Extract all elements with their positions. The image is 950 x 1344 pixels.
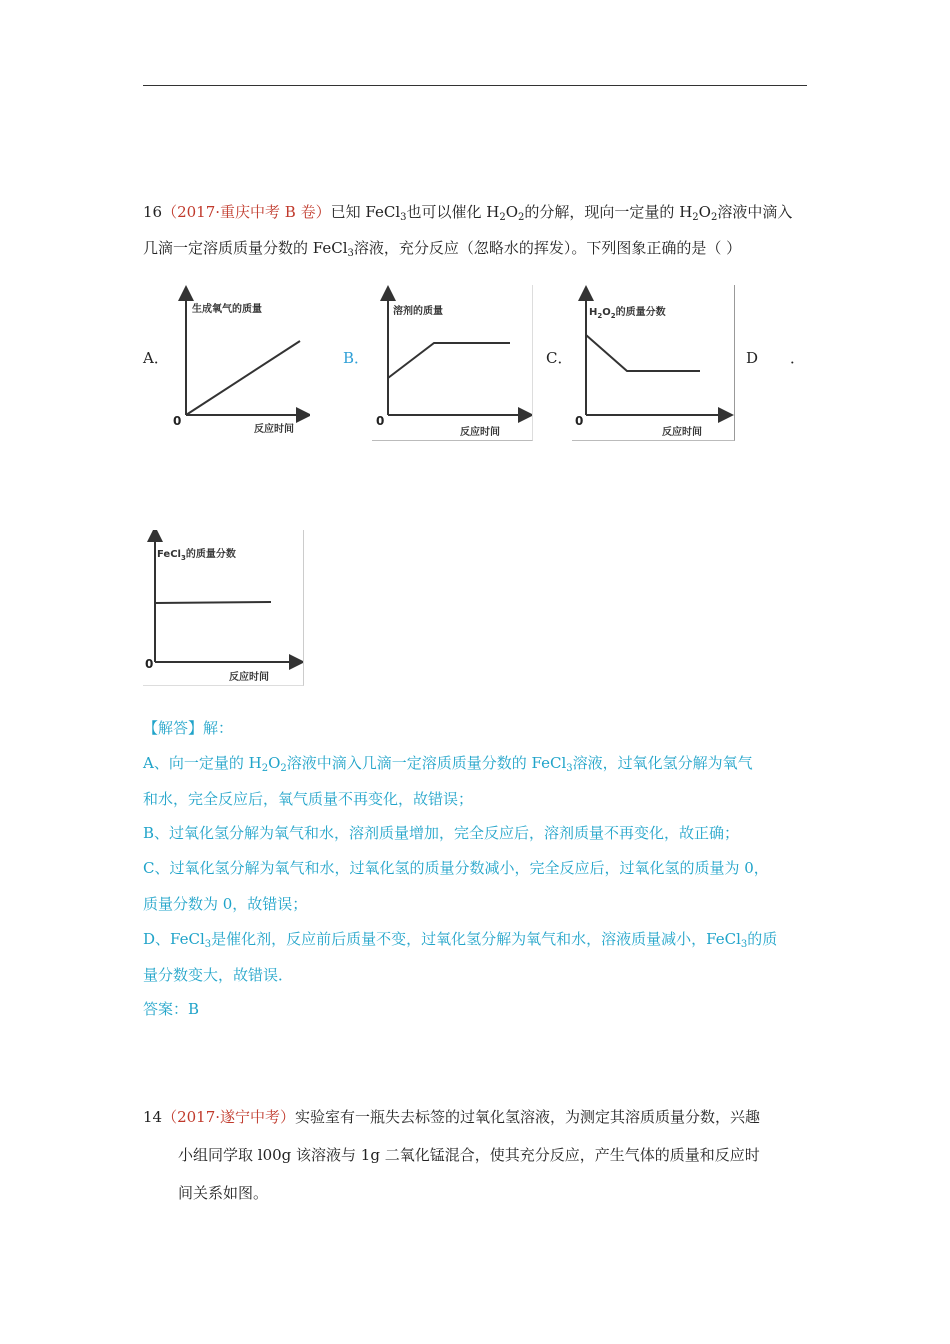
graph-a xyxy=(170,285,310,440)
q14-line-1: 14（2017·遂宁中考）实验室有一瓶失去标签的过氧化氢溶液，为测定其溶质质量分数，兴趣 xyxy=(143,1108,761,1126)
graph-c-curve xyxy=(586,335,700,371)
graph-a-ylabel: 生成氧气的质量 xyxy=(192,304,262,315)
graph-b-xlabel: 反应时间 xyxy=(460,427,500,438)
q16-source: （2017·重庆中考 B 卷） xyxy=(162,203,331,221)
q16-line-2: 几滴一定溶质质量分数的 FeCl$_3$溶液，充分反应（忽略水的挥发）。下列图象正确的是（ ） xyxy=(143,239,742,259)
graph-c-xlabel: 反应时间 xyxy=(662,427,702,438)
option-a-label: A． xyxy=(143,349,169,367)
graph-d xyxy=(143,530,304,686)
q14-number: 14 xyxy=(143,1108,163,1126)
option-d-dot: ． xyxy=(790,349,806,367)
solution-d-line-2: 量分数变大，故错误． xyxy=(143,966,294,984)
graph-d-xlabel: 反应时间 xyxy=(229,672,269,683)
solution-answer: 答案：B xyxy=(143,1000,200,1018)
graph-b-curve xyxy=(388,343,510,378)
graph-c-ylabel: $H_2O_2$的质量分数 xyxy=(589,307,666,320)
solution-b-line: B、过氧化氢分解为氧气和水，溶剂质量增加，完全反应后，溶剂质量不再变化，故正确； xyxy=(143,824,740,842)
graph-b xyxy=(372,285,533,441)
solution-a-line-2: 和水，完全反应后，氧气质量不再变化，故错误； xyxy=(143,790,474,808)
solution-header: 【解答】解： xyxy=(143,719,234,737)
solution-a-line-1: A、向一定量的 $H_2O_2$溶液中滴入几滴一定溶质质量分数的 FeCl$_3$溶液，过氧化氢分解为氧气 xyxy=(143,754,753,774)
graph-b-ylabel: 溶剂的质量 xyxy=(393,306,443,317)
graph-d-curve xyxy=(155,602,271,603)
q14-line-2: 小组同学取 l00g 该溶液与 1g 二氧化锰混合，使其充分反应，产生气体的质量和反应时 xyxy=(178,1146,760,1164)
q14-source: （2017·遂宁中考） xyxy=(162,1108,296,1126)
solution-c-line-2: 质量分数为 0，故错误； xyxy=(143,895,308,913)
solution-c-line-1: C、过氧化氢分解为氧气和水，过氧化氢的质量分数减小，完全反应后，过氧化氢的质量为 0， xyxy=(143,859,769,877)
q14-line-3: 间关系如图。 xyxy=(178,1184,269,1202)
header-rule xyxy=(143,85,807,86)
q16-number: 16 xyxy=(143,203,163,221)
graph-c-zero: 0 xyxy=(575,414,584,428)
solution-d-line-1: D、FeCl$_3$是催化剂，反应前后质量不变，过氧化氢分解为氧气和水，溶液质量减小，FeCl$_3$的质 xyxy=(143,930,778,950)
graph-a-curve xyxy=(186,341,300,415)
graph-d-ylabel: FeCl$_3$的质量分数 xyxy=(157,549,236,562)
graph-c xyxy=(572,285,735,441)
option-c-label: C． xyxy=(546,349,573,367)
q16-line-1: 16（2017·重庆中考 B 卷）已知 FeCl$_3$也可以催化 $H_2O_2$的分解，现向一定量的 $H_2O_2$溶液中滴入 xyxy=(143,203,793,223)
graph-d-zero: 0 xyxy=(145,657,154,671)
graph-a-zero: 0 xyxy=(173,414,182,428)
option-b-label: B． xyxy=(343,349,370,367)
graph-a-xlabel: 反应时间 xyxy=(254,424,294,435)
graph-b-zero: 0 xyxy=(376,414,385,428)
option-d-label: D xyxy=(746,349,759,367)
